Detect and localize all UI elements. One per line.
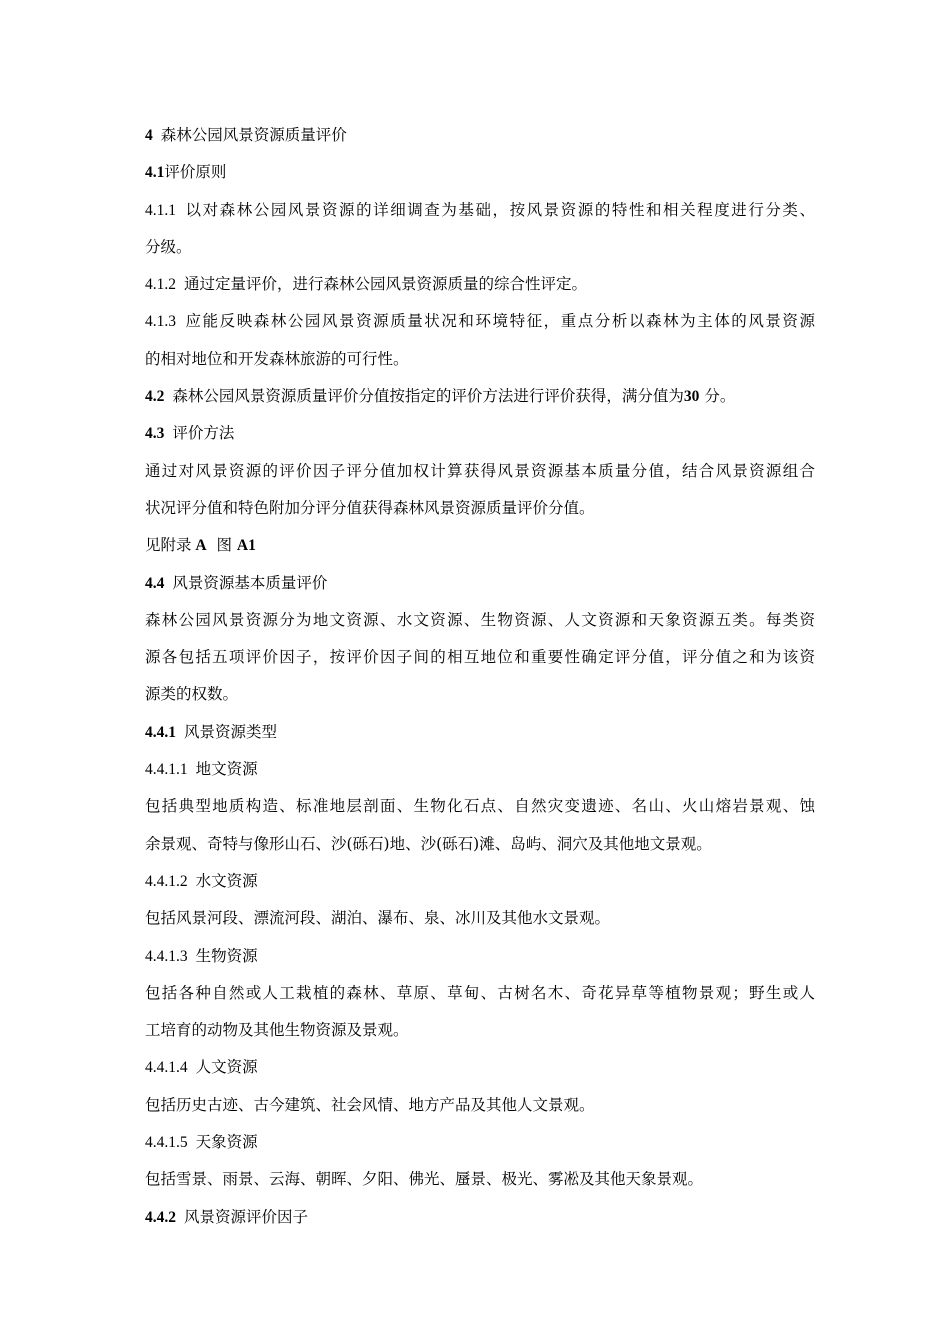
- paragraph-text: 包括历史古迹、古今建筑、社会风情、地方产品及其他人文景观。: [145, 1095, 595, 1114]
- bold-inline-text: A1: [236, 537, 256, 555]
- section-heading-text: 通过定量评价，进行森林公园风景资源质量的综合性评定。: [184, 275, 588, 294]
- paragraph-text: 森林公园风景资源分为地文资源、水文资源、生物资源、人文资源和天象资源五类。每类资: [145, 610, 815, 629]
- section-heading-text: 应能反映森林公园风景资源质量状况和环境特征，重点分析以森林为主体的风景资源: [184, 312, 815, 331]
- section-line-4-4-1-4: [145, 1049, 815, 1086]
- paragraph-line: [145, 826, 815, 863]
- section-heading-text: 以对森林公园风景资源的详细调查为基础，按风景资源的特性和相关程度进行分类、: [184, 200, 815, 219]
- section-line-4-1-2: [145, 266, 815, 303]
- section-heading-text: 人文资源: [195, 1058, 258, 1077]
- section-line-4-4-1-3: [145, 938, 815, 975]
- paragraph-line: [145, 229, 815, 266]
- section-line-4-1-1: [145, 192, 815, 229]
- section-heading-text: 风景资源评价因子: [184, 1207, 309, 1226]
- section-number: 4.3: [145, 425, 165, 443]
- paragraph-line: [145, 453, 815, 490]
- paragraph-text: 状况评分值和特色附加分评分值获得森林风景资源质量评价分值。: [145, 498, 595, 517]
- section-line-4-4-1-5: [145, 1124, 815, 1161]
- paragraph-text: 包括各种自然或人工栽植的森林、草原、草甸、古树名木、奇花异草等植物景观；野生或人: [145, 983, 815, 1002]
- bold-inline-text: 30: [683, 388, 700, 406]
- section-heading-text: 水文资源: [195, 871, 258, 890]
- section-heading-text: 生物资源: [195, 946, 258, 965]
- section-heading-text: 地文资源: [195, 760, 258, 779]
- section-line-4-4-1-2: [145, 863, 815, 900]
- section-number: 4.1: [145, 164, 165, 182]
- section-number: 4.4.1.1: [145, 761, 188, 779]
- section-line-4: [145, 117, 815, 154]
- section-number: 4.4.1.4: [145, 1059, 188, 1077]
- section-number: 4.4.1.5: [145, 1134, 188, 1152]
- paragraph-line: [145, 1087, 815, 1124]
- section-heading-text: 评价方法: [172, 424, 235, 443]
- section-line-4-3: [145, 415, 815, 452]
- section-number: 4.1.3: [145, 313, 176, 331]
- paragraph-text: 的相对地位和开发森林旅游的可行性。: [145, 349, 409, 368]
- paragraph-text: 通过对风景资源的评价因子评分值加权计算获得风景资源基本质量分值，结合风景资源组合: [145, 461, 815, 480]
- paragraph-line: [145, 900, 815, 937]
- paragraph-text: 见附录: [145, 536, 192, 555]
- inline-text: 图: [206, 536, 237, 555]
- bold-inline-text: A: [191, 537, 207, 555]
- paragraph-text: 工培育的动物及其他生物资源及景观。: [145, 1021, 409, 1040]
- paragraph-line: [145, 975, 815, 1012]
- paragraph-line: [145, 788, 815, 825]
- section-number: 4.4: [145, 574, 165, 592]
- paragraph-line: [145, 602, 815, 639]
- paragraph-line: [145, 341, 815, 378]
- section-heading-text: 评价原则: [164, 163, 227, 182]
- section-number: 4.4.1.3: [145, 947, 188, 965]
- paragraph-text: 分级。: [145, 237, 192, 256]
- section-line-4-4: [145, 565, 815, 602]
- paragraph-text: 包括典型地质构造、标准地层剖面、生物化石点、自然灾变遗迹、名山、火山熔岩景观、蚀: [145, 797, 815, 816]
- section-number: 4.1.1: [145, 201, 176, 219]
- paragraph-text: 包括雪景、雨景、云海、朝晖、夕阳、佛光、蜃景、极光、雾凇及其他天象景观。: [145, 1170, 704, 1189]
- paragraph-text: 余景观、奇特与像形山石、沙(砾石)地、沙(砾石)滩、岛屿、洞穴及其他地文景观。: [145, 834, 712, 853]
- section-line-4-1-3: [145, 303, 815, 340]
- section-line-4-1: [145, 154, 815, 191]
- section-heading-text: 森林公园风景资源质量评价: [160, 126, 347, 144]
- paragraph-line: [145, 1161, 815, 1198]
- section-number: 4.1.2: [145, 276, 176, 294]
- section-heading-text: 森林公园风景资源质量评价分值按指定的评价方法进行评价获得，满分值为: [172, 387, 684, 406]
- paragraph-text: 包括风景河段、漂流河段、湖泊、瀑布、泉、冰川及其他水文景观。: [145, 909, 611, 928]
- paragraph-line: [145, 1012, 815, 1049]
- section-number: 4.4.2: [145, 1208, 176, 1226]
- paragraph-text: 源类的权数。: [145, 685, 239, 704]
- document-body: [145, 117, 815, 1236]
- section-heading-text: 风景资源基本质量评价: [172, 573, 328, 592]
- section-line-4-4-1-1: [145, 751, 815, 788]
- section-number: 4: [145, 127, 153, 144]
- paragraph-line: [145, 527, 815, 564]
- section-line-4-4-1: [145, 714, 815, 751]
- paragraph-line: [145, 639, 815, 676]
- section-line-4-4-2: [145, 1199, 815, 1236]
- section-number: 4.4.1.2: [145, 872, 188, 890]
- section-number: 4.2: [145, 388, 165, 406]
- inline-text: 分。: [699, 387, 736, 406]
- section-number: 4.4.1: [145, 723, 176, 741]
- section-heading-text: 风景资源类型: [184, 722, 278, 741]
- paragraph-line: [145, 490, 815, 527]
- section-line-4-2: [145, 378, 815, 415]
- section-heading-text: 天象资源: [195, 1133, 258, 1152]
- paragraph-line: [145, 676, 815, 713]
- paragraph-text: 源各包括五项评价因子，按评价因子间的相互地位和重要性确定评分值，评分值之和为该资: [145, 648, 815, 667]
